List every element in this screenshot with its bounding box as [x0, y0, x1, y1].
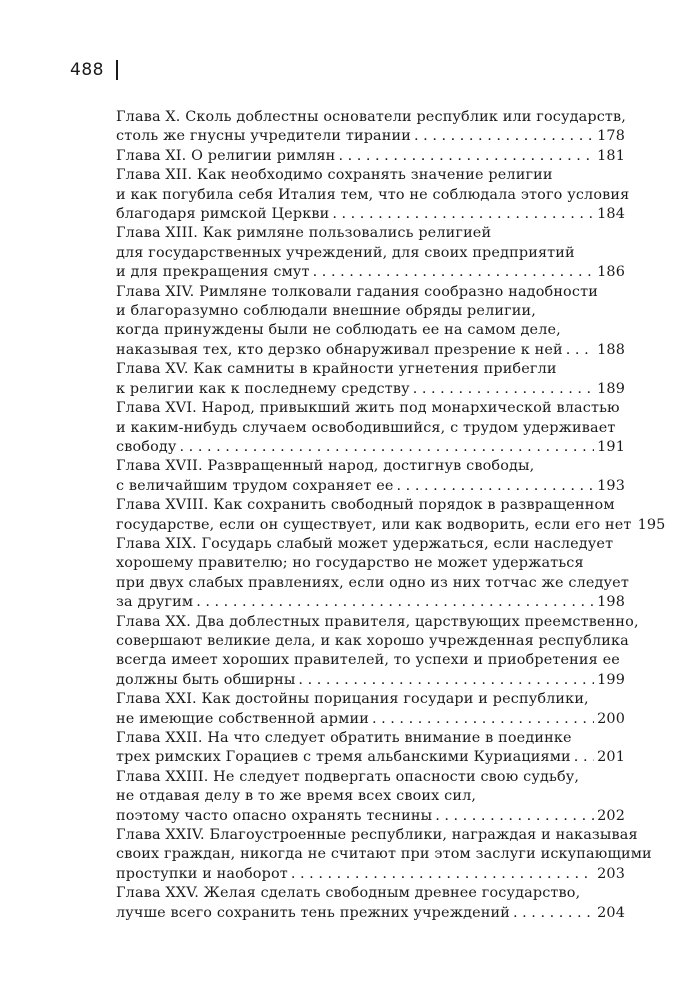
toc-entry: [116, 884, 625, 923]
toc-line: [116, 341, 625, 360]
toc-page-number: 198: [597, 594, 625, 611]
toc-entry: [116, 108, 625, 147]
toc-line: [116, 613, 639, 632]
dot-leader: [574, 748, 594, 767]
toc-line: [116, 224, 625, 243]
toc-entry: [116, 224, 625, 282]
toc-page-number: 201: [597, 749, 625, 766]
toc-entry: [116, 535, 629, 613]
dot-leader: [435, 807, 594, 826]
toc-entry-text: Глава XIV. Римляне толковали гадания сообразно надобности: [116, 283, 598, 300]
toc-line: [116, 768, 625, 787]
toc-line: [116, 632, 629, 651]
dot-leader: [414, 127, 594, 146]
toc-entry-text: не имеющие собственной армии: [116, 710, 369, 727]
toc-page-number: 191: [597, 438, 625, 455]
toc-line: [116, 904, 625, 923]
toc-page-number: 184: [597, 206, 625, 223]
toc-line: [116, 593, 625, 612]
toc-line: [116, 477, 625, 496]
toc-entry-text: когда принуждены были не соблюдать ее на самом деле,: [116, 322, 561, 339]
toc-entry: [116, 496, 666, 535]
toc-entry-text: проступки и наоборот: [116, 865, 288, 882]
toc-entry: [116, 147, 625, 166]
toc-line: [116, 845, 652, 864]
toc-page-number: 202: [597, 807, 625, 824]
toc-line: [116, 108, 625, 127]
toc-line: [116, 729, 625, 748]
toc-entry-text: Глава XVII. Развращенный народ, достигнув свободы,: [116, 458, 535, 475]
toc-entry-text: Глава XIX. Государь слабый может удержаться, если наследует: [116, 535, 614, 552]
toc-entry-text: Глава XXIV. Благоустроенные республики, награждая и наказывая: [116, 827, 638, 844]
toc-line: [116, 651, 625, 670]
header-rule: [116, 60, 118, 80]
toc-entry-text: при двух слабых правлениях, если одно из них тотчас же следует: [116, 574, 629, 591]
toc-entry: [116, 690, 625, 729]
toc-entry: [116, 457, 625, 496]
toc-line: [116, 554, 625, 573]
toc-entry-text: Глава XIII. Как римляне пользовались религией: [116, 225, 492, 242]
page-number: 488: [70, 60, 104, 80]
page-header: [70, 60, 118, 80]
toc-line: [116, 244, 625, 263]
toc-entry: [116, 613, 639, 691]
toc-line: [116, 147, 625, 166]
toc-line: [116, 807, 625, 826]
toc-line: [116, 865, 625, 884]
toc-line: [116, 671, 625, 690]
toc-page-number: 203: [597, 865, 625, 882]
toc-entry-text: наказывая тех, кто дерзко обнаруживал презрение к ней: [116, 341, 563, 358]
toc-entry: [116, 283, 625, 361]
toc-entry-text: Глава XI. О религии римлян: [116, 147, 336, 164]
toc-line: [116, 263, 625, 282]
toc-entry-text: Глава X. Сколь доблестны основатели республик или государств,: [116, 109, 626, 125]
toc-line: [116, 321, 625, 340]
toc-entry: [116, 166, 630, 224]
toc-entry-text: Глава XVI. Народ, привыкший жить под монархической властью: [116, 400, 620, 417]
toc-line: [116, 419, 625, 438]
toc-entry-text: к религии как к последнему средству: [116, 380, 410, 397]
toc-entry-text: Глава XX. Два доблестных правителя, царствующих преемственно,: [116, 613, 639, 630]
toc-entry: [116, 729, 625, 768]
toc-line: [116, 574, 629, 593]
toc-line: [116, 826, 638, 845]
toc-line: [116, 399, 625, 418]
toc-page-number: 199: [597, 671, 625, 688]
toc-line: [116, 496, 625, 515]
toc-entry-text: Глава XII. Как необходимо сохранять значение религии: [116, 167, 553, 184]
toc-line: [116, 787, 625, 806]
toc-line: [116, 690, 625, 709]
toc-entry-text: Глава XVIII. Как сохранить свободный порядок в развращенном: [116, 497, 615, 514]
toc-line: [116, 283, 625, 302]
toc-entry-text: должны быть обширны: [116, 671, 296, 688]
toc-entry-text: своих граждан, никогда не считают при этом заслуги искупающими: [116, 846, 652, 863]
toc-entry-text: государстве, если он существует, или как водворить, если его нет: [116, 516, 632, 533]
toc-entry-text: поэтому часто опасно охранять теснины: [116, 807, 433, 824]
dot-leader: [372, 710, 594, 729]
toc-entry-text: свободу: [116, 438, 177, 455]
dot-leader: [196, 593, 594, 612]
toc-entry-text: с величайшим трудом сохраняет ее: [116, 477, 394, 494]
toc-entry-text: хорошему правителю; но государство не может удержаться: [116, 555, 584, 572]
toc-entry-text: и каким-нибудь случаем освободившийся, с трудом удерживает: [116, 419, 616, 436]
toc-entry: [116, 768, 625, 826]
toc-entry: [116, 399, 625, 457]
dot-leader: [566, 341, 594, 360]
toc-page-number: 181: [597, 147, 625, 164]
dot-leader: [513, 904, 594, 923]
dot-leader: [413, 380, 594, 399]
toc-entry-text: за другим: [116, 594, 194, 611]
toc-line: [116, 748, 625, 767]
dot-leader: [298, 671, 594, 690]
toc-entry-text: Глава XXV. Желая сделать свободным древнее государство,: [116, 885, 581, 902]
toc-line: [116, 302, 625, 321]
toc-entry-text: и благоразумно соблюдали внешние обряды религии,: [116, 303, 537, 320]
dot-leader: [180, 438, 595, 457]
toc-line: [116, 438, 625, 457]
toc-line: [116, 360, 625, 379]
toc-page-number: 188: [597, 341, 625, 358]
toc-entry-text: всегда имеет хороших правителей, то успехи и приобретения ее: [116, 652, 620, 669]
toc-entry-text: совершают великие дела, и как хорошо учрежденная республика: [116, 632, 629, 649]
toc-entry-text: Глава XV. Как самниты в крайности угнетения прибегли: [116, 361, 557, 378]
dot-leader: [332, 205, 594, 224]
toc-line: [116, 380, 625, 399]
toc-entry-text: Глава XXI. Как достойны порицания государи и республики,: [116, 691, 589, 708]
toc-line: [116, 166, 625, 185]
toc-entry-text: не отдавая делу в то же время всех своих сил,: [116, 788, 477, 805]
dot-leader: [291, 865, 594, 884]
toc-entry-text: столь же гнусны учредители тирании: [116, 128, 412, 145]
toc-page-number: 178: [597, 128, 625, 145]
toc-line: [116, 186, 630, 205]
toc-page-number: 189: [597, 380, 625, 397]
toc-line: [116, 535, 625, 554]
toc-entry-text: и для прекращения смут: [116, 264, 310, 281]
toc-entry-text: благодаря римской Церкви: [116, 206, 330, 223]
toc-line: [116, 127, 625, 146]
toc-page-number: 193: [597, 477, 625, 494]
dot-leader: [313, 263, 594, 282]
toc-line: [116, 710, 625, 729]
toc-line: [116, 884, 625, 903]
toc-page-number: 204: [597, 904, 625, 921]
toc-line: [116, 516, 666, 535]
toc-page-number: 195: [637, 516, 666, 533]
toc-entry: [116, 826, 652, 884]
table-of-contents: [116, 108, 666, 923]
toc-entry-text: трех римских Горациев с тремя альбанскими Куриациями: [116, 749, 571, 766]
toc-entry-text: для государственных учреждений, для своих предприятий: [116, 244, 575, 261]
toc-entry-text: Глава XXII. На что следует обратить внимание в поединке: [116, 730, 572, 746]
toc-entry-text: лучше всего сохранить тень прежних учреждений: [116, 904, 510, 921]
toc-line: [116, 205, 625, 224]
toc-page-number: 200: [597, 710, 625, 727]
toc-page-number: 186: [597, 264, 625, 281]
toc-line: [116, 457, 625, 476]
toc-entry-text: Глава XXIII. Не следует подвергать опасности свою судьбу,: [116, 768, 580, 785]
toc-entry: [116, 360, 625, 399]
dot-leader: [397, 477, 595, 496]
dot-leader: [338, 147, 594, 166]
toc-entry-text: и как погубила себя Италия тем, что не соблюдала этого условия: [116, 186, 630, 203]
